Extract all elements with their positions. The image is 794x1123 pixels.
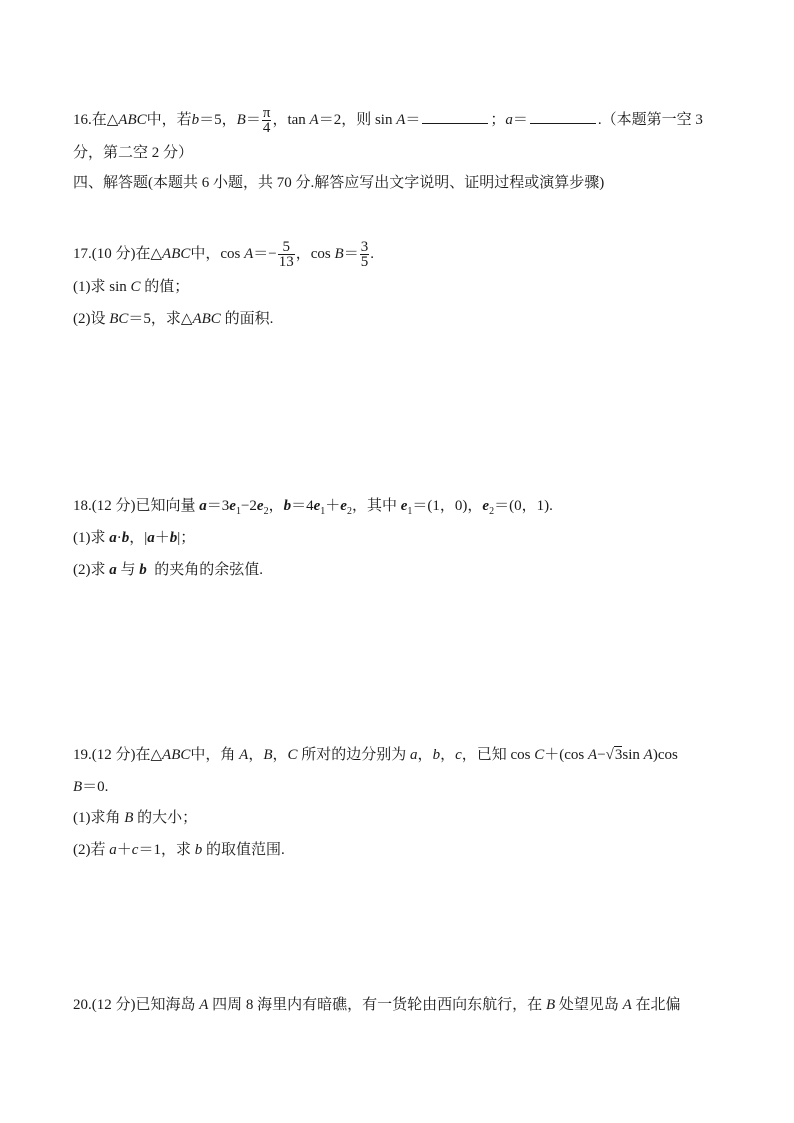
q19-line1: 19.(12 分)在△ABC中，角 A，B，C 所对的边分别为 a，b，c，已知 cos C＋(cos A−√3sin A)cos [73, 747, 678, 763]
q19-part2: (2)若 a＋c＝1，求 b 的取值范围. [73, 842, 285, 858]
q19-part1: (1)求角 B 的大小； [73, 810, 198, 826]
q17-part1: (1)求 sin C 的值； [73, 279, 190, 295]
answer-blank-2[interactable] [530, 107, 596, 124]
answer-blank-1[interactable] [422, 107, 488, 124]
q17-line1: 17.(10 分)在△ABC中，cos A＝− $\frac{5}{13}$ ，cos B＝ $\frac{3}{5}$ . [73, 239, 374, 270]
q18-part1: (1)求 a·b，|a＋b|； [73, 530, 196, 546]
q16-line2: 分，第二空 2 分） [73, 145, 194, 161]
fraction-pi-over-4: $\frac{\pi}{4}$ [262, 105, 271, 136]
q18-part2: (2)求 a 与 b 的夹角的余弦值. [73, 562, 264, 578]
q18-line1: 18.(12 分)已知向量 $a=3e_1-2e_2$，$b=4e_1+e_2$，其中 $e_1=(1$，0)，$e_2=(0$，1). [73, 498, 553, 517]
section-heading: 四、解答题(本题共 6 小题，共 70 分.解答应写出文字说明、证明过程或演算步骤) [73, 175, 605, 191]
fraction-5-over-13: $\frac{5}{13}$ [278, 239, 294, 270]
sqrt-3: √3 [605, 747, 623, 763]
q19-line2: B＝0. [73, 779, 109, 795]
q17-part2: (2)设 BC＝5，求△ABC 的面积. [73, 311, 274, 327]
q16-line1: 16.在△ABC中，若b＝5，B＝ $\frac{\pi}{4}$ ，tan A＝2，则 sin A＝ ；a＝ .（本题第一空 3 [73, 105, 703, 136]
q20-line1: 20.(12 分)已知海岛 A 四周 8 海里内有暗礁，有一货轮由西向东航行，在 B 处望见岛 A 在北偏 [73, 997, 681, 1013]
fraction-3-over-5: $\frac{3}{5}$ [360, 239, 369, 270]
